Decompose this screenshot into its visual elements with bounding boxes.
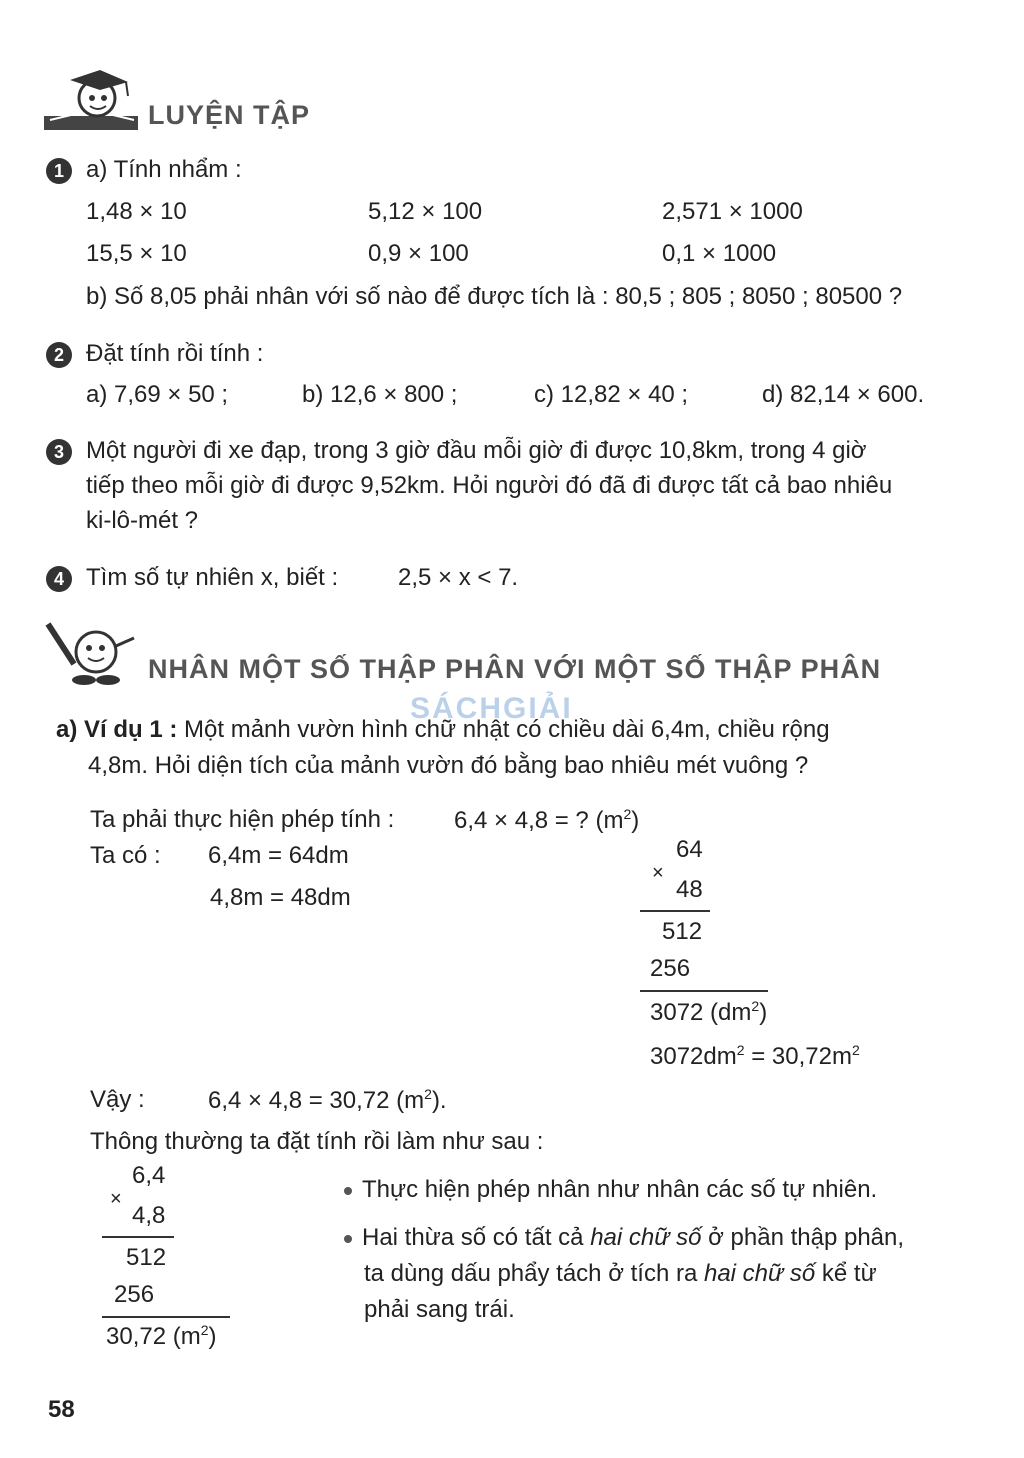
vay-expression: [208, 1086, 447, 1115]
example-text-1: Một mảnh vườn hình chữ nhật có chiều dài 6,4m, chiều rộng: [184, 716, 830, 743]
mult1-convert: [650, 1042, 860, 1071]
usual-method-text: Thông thường ta đặt tính rồi làm như sau :: [90, 1128, 544, 1155]
exercise-number-2: 2: [46, 342, 72, 368]
ex2-item-d: d) 82,14 × 600.: [762, 381, 925, 408]
watermark: SÁCHGIẢI: [410, 692, 573, 725]
section-title-practice: LUYỆN TẬP: [148, 100, 311, 130]
conversion-2: 4,8m = 48dm: [210, 884, 351, 911]
bullet-1: [344, 1176, 877, 1204]
mult1-result-close: ): [759, 999, 768, 1026]
ex2-item-a: a) 7,69 × 50 ;: [86, 381, 229, 408]
example-1-line-2: 4,8m. Hỏi diện tích của mảnh vườn đó bằng bao nhiêu mét vuông ?: [88, 752, 809, 779]
mult2-partial-1: 512: [126, 1244, 167, 1271]
ex3-line-3: ki-lô-mét ?: [86, 507, 199, 534]
vay-label: Vậy :: [90, 1086, 145, 1113]
mult2-result-sup: 2: [200, 1322, 209, 1338]
ex1-r1c3: 2,571 × 1000: [662, 198, 803, 225]
do-calc-label: Ta phải thực hiện phép tính :: [90, 806, 395, 833]
mult1-convert-a: 3072dm: [650, 1043, 737, 1070]
mult2-bottom: 4,8: [132, 1202, 166, 1229]
bullet-2-a: Hai thừa số có tất cả: [362, 1224, 591, 1251]
mult2-result-text: 30,72 (m: [106, 1323, 201, 1350]
ex1-r1c2: 5,12 × 100: [368, 198, 483, 225]
ex4-expr: 2,5 × x < 7.: [398, 564, 519, 591]
mult1-rule-1: [640, 910, 710, 912]
bullet-2-italic-2: hai chữ số: [703, 1260, 816, 1287]
exercise-number-4: 4: [46, 566, 72, 592]
ex4-text: Tìm số tự nhiên x, biết :: [86, 564, 339, 591]
vay-expr-sup: 2: [424, 1086, 432, 1102]
example-1-line-1: [56, 716, 830, 744]
mult1-bottom: 48: [676, 876, 703, 903]
bullet-2-italic-1: hai chữ số: [590, 1224, 702, 1251]
mult1-top: 64: [676, 836, 703, 863]
mult1-convert-sup-b: 2: [851, 1042, 860, 1058]
bullet-1-text: Thực hiện phép nhân như nhân các số tự nhiên.: [362, 1176, 878, 1203]
ex1-r1c1: 1,48 × 10: [86, 198, 187, 225]
bullet-dot: [344, 1235, 352, 1243]
bullet-2-line-2: [364, 1260, 877, 1288]
bullet-2-line-1: [344, 1224, 904, 1252]
mult2-top: 6,4: [132, 1162, 166, 1189]
calc-expr-text: 6,4 × 4,8 = ? (m: [454, 807, 624, 834]
mult2-sign: ×: [110, 1188, 122, 1210]
mult1-result-text: 3072 (dm: [650, 999, 752, 1026]
ex1-r2c2: 0,9 × 100: [368, 240, 469, 267]
mult2-result: [106, 1322, 217, 1351]
mult1-partial-1: 512: [662, 918, 703, 945]
example-label: a) Ví dụ 1 :: [56, 716, 178, 743]
student-reading-icon: [42, 68, 142, 134]
calc-expr-sup: 2: [623, 806, 632, 822]
ex1-r2c3: 0,1 × 1000: [662, 240, 777, 267]
vay-expr-close: ).: [431, 1087, 447, 1114]
mult1-result: [650, 998, 767, 1027]
vay-expr-text: 6,4 × 4,8 = 30,72 (m: [208, 1087, 425, 1114]
mult1-convert-sup-a: 2: [736, 1042, 745, 1058]
ex2-text: Đặt tính rồi tính :: [86, 340, 264, 367]
mult2-partial-2: 256: [114, 1281, 155, 1308]
ex3-line-2: tiếp theo mỗi giờ đi được 9,52km. Hỏi người đó đã đi được tất cả bao nhiêu: [86, 472, 893, 499]
bullet-2-b: ở phần thập phân,: [701, 1224, 905, 1251]
bullet-2-c: ta dùng dấu phẩy tách ở tích ra: [364, 1260, 704, 1287]
mult1-partial-2: 256: [650, 955, 691, 982]
bullet-2-line-3: phải sang trái.: [364, 1296, 515, 1323]
ex2-item-b: b) 12,6 × 800 ;: [302, 381, 458, 408]
mult2-result-close: ): [208, 1323, 217, 1350]
pencil-mascot-icon: [44, 620, 140, 688]
page-number: 58: [48, 1396, 75, 1423]
calc-expr-close: ): [631, 807, 640, 834]
mult1-result-sup: 2: [751, 998, 760, 1014]
calc-expression: [454, 806, 639, 835]
exercise-number-3: 3: [46, 439, 72, 465]
mult2-rule-2: [102, 1316, 230, 1318]
exercise-number-1: 1: [46, 158, 72, 184]
ex3-line-1: Một người đi xe đạp, trong 3 giờ đầu mỗi giờ đi được 10,8km, trong 4 giờ: [86, 437, 867, 464]
ta-co-label: Ta có :: [90, 842, 161, 869]
mult1-rule-2: [640, 990, 768, 992]
conversion-1: 6,4m = 64dm: [208, 842, 349, 869]
mult2-rule-1: [102, 1236, 174, 1238]
mult1-convert-b: = 30,72m: [744, 1043, 852, 1070]
bullet-2-d: kể từ: [815, 1260, 877, 1287]
mult1-sign: ×: [652, 862, 664, 884]
bullet-dot: [344, 1187, 352, 1195]
ex1-b-text: b) Số 8,05 phải nhân với số nào để được tích là : 80,5 ; 805 ; 8050 ; 80500 ?: [86, 283, 903, 310]
ex1-r2c1: 15,5 × 10: [86, 240, 187, 267]
ex2-item-c: c) 12,82 × 40 ;: [534, 381, 689, 408]
ex1-a-label: a) Tính nhẩm :: [86, 156, 242, 183]
section-title-multiply-decimals: NHÂN MỘT SỐ THẬP PHÂN VỚI MỘT SỐ THẬP PHÂN: [148, 654, 882, 684]
